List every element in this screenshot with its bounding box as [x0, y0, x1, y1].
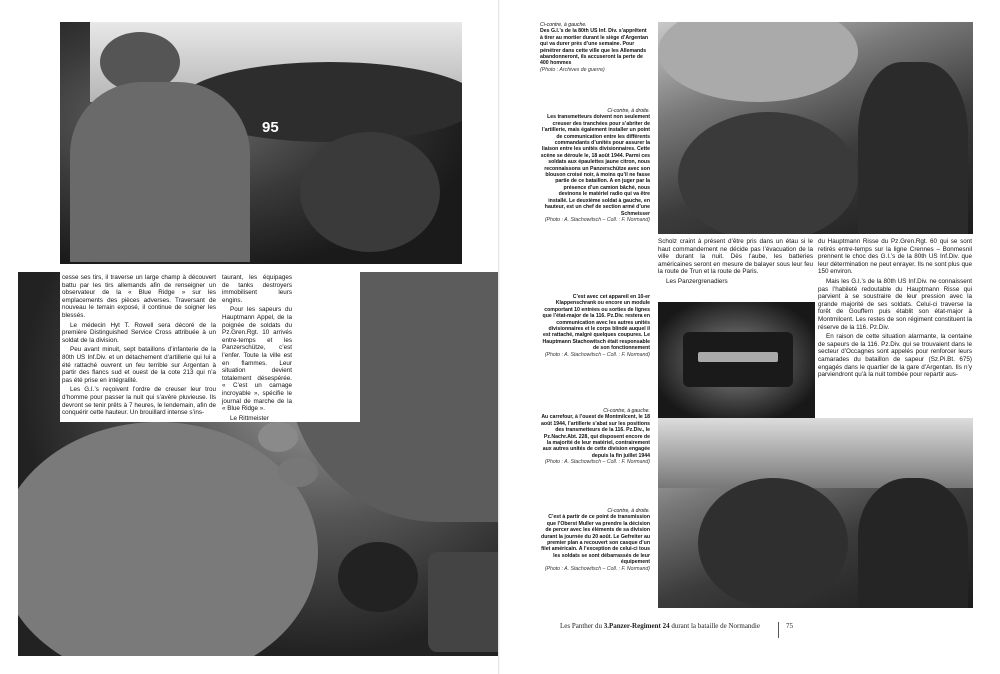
- helmet-foreground: [338, 542, 418, 612]
- helmet-2: [278, 457, 318, 487]
- bushes: [658, 418, 973, 488]
- mortar-crew-photo: [60, 22, 462, 264]
- soldier-body: [70, 82, 250, 262]
- paragraph: Les G.I.’s reçoivent l’ordre de creuser leur trou d’homme pour passer la nuit qui s’avère pluvieuse. Ils devront se tenir prêts à 7 heures, le lendemain, afin de conquérir cette hauteur. Un brouillard intense s’ins-: [62, 386, 216, 417]
- paragraph: Scholz craint à présent d’être pris dans un étau si le haut commandement ne décide pas l’évacuation de la ville durant la nuit. Dès l’aube, les batteries américaines seront en mesure de balayer sous leur feu la route de Trun et la route de Paris.: [658, 238, 813, 276]
- right-page: [500, 0, 1000, 674]
- standing-soldier: [858, 62, 968, 234]
- paragraph: cesse ses tirs, il traverse un large champ à découvert battu par les tirs allemands afin de renseigner un observateur de la « Blue Ridge » sur les emplacements des pièces adverses. Traversant de nouveau le terrain exposé, il continue de soigner les blessés.: [62, 274, 216, 319]
- footer-suffix: durant la bataille de Normandie: [671, 622, 760, 630]
- paragraph: En raison de cette situation alarmante, la centaine de sapeurs de la 116. Pz.Div. qui se trouvaient dans le secteur d’Occagnes sont appelés pour renforcer leurs camarades du bataillon de sapeur (Sz.Pi.Bt. 675) engagés dans le quartier de la gare d’Argentan. Ils n’y parviendront qu’à la nuit tombée pour repartir aus-: [818, 333, 972, 379]
- footer-prefix: Les Panther du: [560, 622, 602, 630]
- caption-2: Ci-contre, à droite. Les transmetteurs doivent non seulement creuser des tranchées pour s’abriter de l’artillerie, mais également installer un point de communication entre les différents commandants d’unités pour assurer la liaison entre les unités divisionnaires. Cette scène se déroule le, 18 août 1944. Parmi ces soldats aux épaulettes jaune citron, nous reconnaissons un Panzerschütze avec son blouson croisé noir, à moins qu’il ne fasse partie de ce bataillon. A en juger par la présence d’un camion bâché, nous devinons le matériel radio qui va être installé. Le deuxième soldat à gauche, en hauteur, est un chef de section armé d’une Schmeisser (Photo : A. Stachowitsch – Coll. : F. Normand): [540, 108, 650, 223]
- switchboard-keys: [698, 352, 778, 362]
- left-text-column-1: [62, 274, 216, 419]
- netted-helmet-soldier: [858, 478, 968, 608]
- paragraph: Le Rittmeister: [230, 414, 269, 422]
- foreground-earth: [18, 422, 318, 656]
- crossroads-trench-photo: [658, 418, 973, 608]
- paragraph: taurant, les équipages de tanks destroyers immobilisent leurs engins.: [222, 274, 292, 304]
- page-number: 75: [786, 622, 793, 630]
- caption-3: C’est avec cet appareil en 10-er Klappenschrank ou encore un module comportant 10 entrées ou sorties de lignes que l’état-major de la 116. Pz.Div. restera en communication avec les autres unités divisionnaires et le corps blindé auquel il est rattaché, malgré quelques coupures. Le Hauptmann Stachowitsch était responsable de son fonctionnement (Photo : A. Stachowitsch – Coll. : F. Normand): [542, 294, 650, 358]
- paragraph: Mais les G.I.’s de la 80th US Inf.Div. ne connaissent pas l’habileté redoutable du Hauptmann Risse qui parvient à se soustraire de leur pression avec la grande majorité de ses soldats. Celui-ci traverse la forêt de Gouffern puis établit son état-major à Montmilcent. Les restes de son régiment constituent la réserve de la 116. Pz.Div.: [818, 277, 972, 331]
- helmet-1: [258, 422, 298, 452]
- kneeling-soldier: [300, 132, 440, 252]
- right-text-column-2: [818, 238, 972, 381]
- signalmen-photo: [658, 22, 973, 234]
- paragraph: Le médecin Hyt T. Rowell sera décoré de la première Distinguished Service Cross attribuée à un soldat de la division.: [62, 321, 216, 344]
- left-text-column-2: [222, 274, 292, 424]
- paragraph: du Hauptmann Risse du Pz.Gren.Rgt. 60 qui se sont retirés entre-temps sur la ligne Crennes – Bonmesnil prennent le choc des G.I.’s de la 80th US Inf.Div. que leur détermination ne peut enrayer. Ils ne sont plus que 150 environ.: [818, 238, 972, 276]
- right-text-column-1: [658, 238, 813, 288]
- caption-4: Ci-contre, à gauche. Au carrefour, à l’ouest de Montmilcent, le 18 août 1944, l’artillerie s’abat sur les positions des transmetteurs de la 116. Pz.Div., le Pz.Nachr.Abt. 228, qui disposent encore de la majorité de leur matériel, contrairement aux autres unités de cette division engagée depuis la fin juillet 1944 (Photo : A. Stachowitsch – Coll. : F. Normand): [541, 408, 650, 466]
- paragraph: Peu avant minuit, sept bataillons d’infanterie de la 80th US Inf.Div. et un détachement d’artillerie qui lui a été rattaché ouvrent un feu terrible sur Argentan à partir des flancs sud et ouest de la cote 213 qui n’a pas été prise en intégralité.: [62, 346, 216, 384]
- paragraph: Pour les sapeurs du Hauptmann Appel, de la poignée de soldats du Pz.Gren.Rgt. 10 arrivés entre-temps et les Panzerschütze, c’est l’enfer. Toute la ville est en flammes. Leur situation devient totalement désespérée. « C’est un carnage incroyable », spécifie le journal de marche de la « Blue Ridge ».: [222, 306, 292, 413]
- trench-earth: [678, 112, 858, 234]
- trench-group: [698, 478, 848, 608]
- caption-1: Ci-contre, à gauche. Des G.I.’s de la 80th US Inf. Div. s’apprêtent à tirer au mortier durant le siège d’Argentan qui va durer près d’une semaine. Pour pénétrer dans cette ville que les Allemands abandonneront, ils accuseront la perte de 400 hommes (Photo : Archives de guerre): [540, 22, 649, 73]
- ammo-box: [428, 552, 500, 652]
- photo-number: 95: [262, 119, 279, 136]
- footer-rule: [778, 622, 779, 638]
- trees: [658, 22, 858, 102]
- footer-regiment: 3.Panzer-Regiment 24: [603, 622, 670, 630]
- switchboard-photo: [658, 302, 815, 418]
- paragraph: Les Panzergrenadiers: [666, 277, 728, 285]
- running-footer: [560, 622, 760, 630]
- caption-5: Ci-contre, à droite. C’est à partir de ce point de transmission que l’Oberst Muller va prendre la décision de percer avec les éléments de sa division durant la journée du 20 août. Le Gefreiter au premier plan a recouvert son casque d’un filet américain. A l’exception de celui-ci tous les soldats se sont débarrassés de leur équipement (Photo : A. Stachowitsch – Coll. : F. Normand): [541, 508, 650, 572]
